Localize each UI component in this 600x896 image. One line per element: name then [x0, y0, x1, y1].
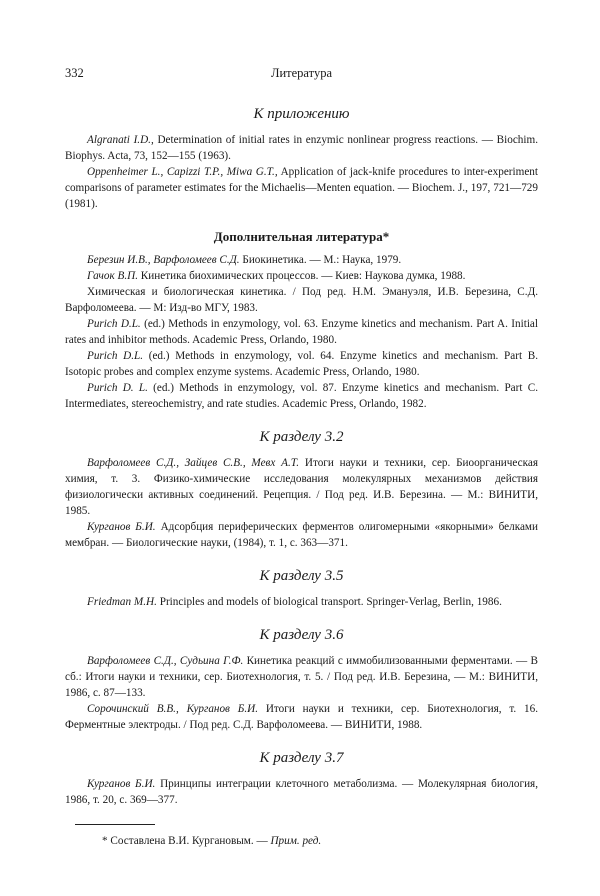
reference-author: Friedman M.H.: [87, 596, 157, 608]
page-header: [65, 66, 538, 81]
reference-text: Химическая и биологическая кинетика. / Под ред. Н.М. Эмануэля, И.В. Березина, С.Д. Варфоломеева. — М: Изд-во МГУ, 1983.: [65, 286, 538, 314]
reference-entry: [65, 284, 538, 316]
footnote-note: Прим. ред.: [270, 835, 322, 847]
reference-text: Кинетика реакций с иммобилизованными ферментами. — В сб.: Итоги науки и техники, сер. Биотехнология, т. 5. / Под ред. И.В. Березина, — М.: ВИНИТИ, 1986, с. 87—133.: [65, 655, 538, 699]
footnote-text: * Составлена В.И. Кургановым. —: [102, 835, 271, 847]
reference-text: (ed.) Methods in enzymology, vol. 64. Enzyme kinetics and mechanism. Part B. Isotopic probes and complex enzyme systems. Academic Press, Orlando, 1980.: [65, 350, 538, 378]
reference-entry: [65, 380, 538, 412]
section-3-6: [65, 626, 538, 733]
reference-author: Курганов Б.И.: [87, 778, 156, 790]
section-heading: К приложению: [253, 106, 350, 122]
reference-author: Березин И.В., Варфоломеев С.Д.: [87, 254, 240, 266]
section-3-2: [65, 428, 538, 551]
footnote-divider: [75, 824, 155, 825]
reference-entry: [65, 132, 538, 164]
reference-entry: [65, 348, 538, 380]
section-appendix: [65, 105, 538, 212]
reference-author: Algranati I.D.,: [87, 134, 154, 146]
reference-text: (ed.) Methods in enzymology, vol. 63. Enzyme kinetics and mechanism. Part A. Initial rates and inhibitor methods. Academic Press, Orlando, 1980.: [65, 318, 539, 346]
reference-entry: [65, 594, 538, 610]
reference-author: Варфоломеев С.Д., Судьина Г.Ф.: [87, 655, 244, 667]
reference-text: Principles and models of biological transport. Springer-Verlag, Berlin, 1986.: [156, 596, 502, 608]
reference-text: Application of jack-knife procedures to inter-experiment comparisons of parameter estimates for the Michaelis—Menten equation. — Biochem. J., 197, 721—729 (1981).: [65, 166, 539, 210]
reference-author: Purich D. L.: [87, 382, 148, 394]
reference-entry: [65, 268, 538, 284]
reference-text: Биокинетика. — М.: Наука, 1979.: [239, 254, 402, 266]
section-3-7: [65, 749, 538, 808]
reference-text: Адсорбция периферических ферментов олигомерными «якорными» белками мембран. — Биологические науки, (1984), т. 1, с. 363—371.: [65, 521, 538, 549]
reference-entry: [65, 164, 538, 212]
reference-text: Принципы интеграции клеточного метаболизма. — Молекулярная биология, 1986, т. 20, с. 369—377.: [65, 778, 538, 806]
section-additional-literature: [65, 228, 538, 412]
reference-entry: [65, 455, 538, 519]
section-heading: К разделу 3.5: [259, 568, 344, 584]
reference-entry: [65, 519, 538, 551]
section-heading: К разделу 3.7: [259, 750, 344, 766]
reference-author: Сорочинский В.В., Курганов Б.И.: [87, 703, 258, 715]
footnote: [65, 833, 538, 849]
running-title: Литература: [271, 66, 332, 80]
section-heading: К разделу 3.2: [259, 429, 344, 445]
reference-entry: [65, 776, 538, 808]
reference-entry: [65, 316, 538, 348]
reference-text: Итоги науки и техники, сер. Биотехнология, т. 16. Ферментные электроды. / Под ред. С.Д. Варфоломеева. — ВИНИТИ, 1988.: [65, 703, 538, 731]
section-3-5: [65, 567, 538, 610]
reference-author: Oppenheimer L., Capizzi T.P., Miwa G.T.,: [87, 166, 278, 178]
reference-text: (ed.) Methods in enzymology, vol. 87. Enzyme kinetics and mechanism. Part C. Intermediates, stereochemistry, and rate studies. Academic Press, Orlando, 1982.: [65, 382, 539, 410]
page-number: 332: [65, 66, 84, 80]
reference-author: Курганов Б.И.: [87, 521, 156, 533]
section-heading: К разделу 3.6: [259, 627, 344, 643]
reference-author: Purich D.L.: [87, 350, 144, 362]
reference-author: Purich D.L.: [87, 318, 141, 330]
reference-author: Гачок В.П.: [87, 270, 138, 282]
reference-entry: [65, 701, 538, 733]
reference-entry: [65, 653, 538, 701]
section-heading: Дополнительная литература*: [213, 229, 390, 244]
reference-text: Determination of initial rates in enzymic nonlinear progress reactions. — Biochim. Biophys. Acta, 73, 152—155 (1963).: [65, 134, 538, 162]
reference-text: Итоги науки и техники, сер. Биоорганическая химия, т. 3. Физико-химические исследования молекулярных механизмов действия физиологически активных соединений. Рецепция. / Под ред. И.В. Березина. — М.: ВИНИТИ, 1985.: [65, 457, 539, 517]
reference-entry: [65, 252, 538, 268]
reference-author: Варфоломеев С.Д., Зайцев С.В., Мевх А.Т.: [87, 457, 300, 469]
reference-text: Кинетика биохимических процессов. — Киев: Наукова думка, 1988.: [138, 270, 466, 282]
